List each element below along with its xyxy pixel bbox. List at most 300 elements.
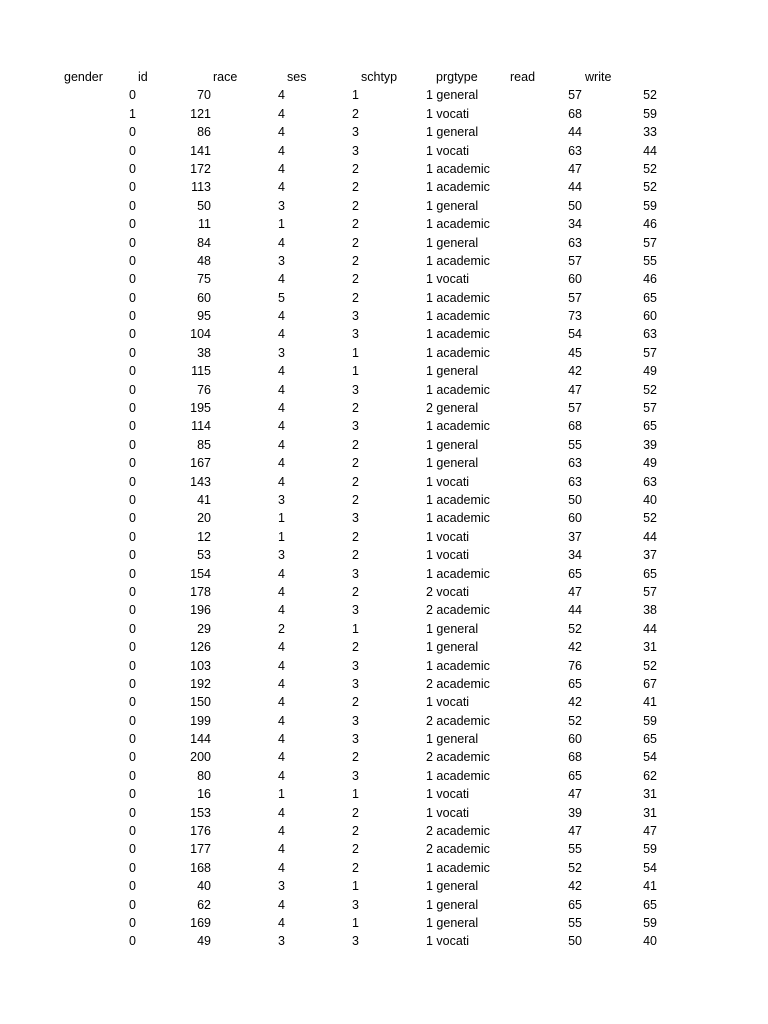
table-cell: 65	[643, 290, 657, 305]
table-row	[0, 509, 768, 527]
table-row	[0, 123, 768, 141]
table-cell: 33	[643, 125, 657, 140]
table-cell: 1 vocati	[426, 695, 470, 710]
table-row	[0, 86, 768, 104]
table-cell: 2	[352, 272, 359, 287]
table-cell: 3	[352, 125, 359, 140]
table-cell: 65	[568, 897, 582, 912]
table-row	[0, 289, 768, 307]
table-cell: 0	[129, 860, 136, 875]
table-row	[0, 491, 768, 509]
table-cell: 0	[129, 584, 136, 599]
table-cell: 50	[568, 198, 582, 213]
table-cell: 4	[278, 382, 285, 397]
table-cell: 52	[643, 88, 657, 103]
table-cell: 4	[278, 640, 285, 655]
table-cell: 1 vocati	[426, 474, 470, 489]
table-cell: 57	[643, 345, 657, 360]
table-cell: 57	[643, 584, 657, 599]
table-cell: 0	[129, 401, 136, 416]
table-cell: 57	[643, 235, 657, 250]
table-cell: 0	[129, 695, 136, 710]
table-cell: 2	[352, 584, 359, 599]
table-cell: 63	[568, 235, 582, 250]
table-cell: 1 academic	[426, 382, 490, 397]
table-cell: 1 academic	[426, 327, 490, 342]
table-cell: 143	[190, 474, 211, 489]
table-cell: 2 academic	[426, 842, 490, 857]
table-cell: 0	[129, 658, 136, 673]
table-cell: 154	[190, 566, 211, 581]
table-row	[0, 252, 768, 270]
table-cell: 60	[568, 732, 582, 747]
table-row	[0, 436, 768, 454]
table-cell: 2	[352, 180, 359, 195]
table-cell: 0	[129, 805, 136, 820]
header-row	[0, 68, 768, 86]
table-cell: 3	[352, 382, 359, 397]
table-cell: 4	[278, 732, 285, 747]
table-cell: 0	[129, 915, 136, 930]
table-cell: 68	[568, 750, 582, 765]
table-cell: 39	[568, 805, 582, 820]
table-cell: 55	[568, 915, 582, 930]
table-row	[0, 399, 768, 417]
table-row	[0, 178, 768, 196]
table-cell: 52	[568, 860, 582, 875]
table-cell: 60	[643, 309, 657, 324]
table-cell: 0	[129, 309, 136, 324]
table-cell: 1	[278, 787, 285, 802]
table-row	[0, 197, 768, 215]
table-cell: 45	[568, 345, 582, 360]
table-cell: 67	[643, 676, 657, 691]
table-cell: 4	[278, 713, 285, 728]
table-cell: 1 academic	[426, 492, 490, 507]
table-cell: 49	[643, 456, 657, 471]
table-cell: 1	[352, 787, 359, 802]
table-cell: 52	[643, 658, 657, 673]
table-row	[0, 234, 768, 252]
table-cell: 57	[643, 401, 657, 416]
table-cell: 37	[568, 529, 582, 544]
table-cell: 4	[278, 143, 285, 158]
table-cell: 4	[278, 401, 285, 416]
table-cell: 2	[352, 217, 359, 232]
table-cell: 44	[568, 125, 582, 140]
table-cell: 1 general	[426, 364, 479, 379]
table-cell: 29	[197, 621, 211, 636]
table-cell: 2 academic	[426, 824, 490, 839]
table-cell: 52	[643, 180, 657, 195]
table-cell: 3	[352, 603, 359, 618]
table-cell: 1 academic	[426, 161, 490, 176]
table-cell: 16	[197, 787, 211, 802]
table-cell: 39	[643, 437, 657, 452]
table-cell: 0	[129, 290, 136, 305]
table-row	[0, 270, 768, 288]
table-cell: 196	[190, 603, 211, 618]
data-table	[0, 68, 768, 951]
table-row	[0, 362, 768, 380]
table-cell: 0	[129, 787, 136, 802]
table-cell: 4	[278, 915, 285, 930]
table-cell: 1 academic	[426, 566, 490, 581]
table-cell: 2	[352, 106, 359, 121]
table-cell: 4	[278, 566, 285, 581]
table-cell: 76	[568, 658, 582, 673]
table-cell: 4	[278, 125, 285, 140]
table-cell: 200	[190, 750, 211, 765]
table-cell: 4	[278, 768, 285, 783]
table-cell: 1 general	[426, 897, 479, 912]
table-cell: 46	[643, 217, 657, 232]
table-cell: 169	[190, 915, 211, 930]
table-row	[0, 712, 768, 730]
table-cell: 50	[568, 934, 582, 949]
table-cell: 85	[197, 437, 211, 452]
table-cell: 0	[129, 640, 136, 655]
table-row	[0, 325, 768, 343]
table-cell: 0	[129, 364, 136, 379]
table-cell: 0	[129, 842, 136, 857]
table-cell: 80	[197, 768, 211, 783]
table-row	[0, 160, 768, 178]
table-cell: 57	[568, 253, 582, 268]
table-cell: 34	[568, 217, 582, 232]
table-cell: 40	[643, 492, 657, 507]
table-cell: 1 academic	[426, 860, 490, 875]
table-cell: 2	[352, 161, 359, 176]
table-cell: 3	[352, 934, 359, 949]
table-cell: 0	[129, 750, 136, 765]
table-cell: 1	[352, 345, 359, 360]
table-cell: 52	[568, 713, 582, 728]
table-cell: 54	[643, 860, 657, 875]
table-cell: 63	[568, 143, 582, 158]
table-cell: 1 academic	[426, 217, 490, 232]
table-row	[0, 307, 768, 325]
table-cell: 1 academic	[426, 511, 490, 526]
table-cell: 70	[197, 88, 211, 103]
table-cell: 0	[129, 88, 136, 103]
table-cell: 3	[352, 658, 359, 673]
table-cell: 0	[129, 879, 136, 894]
table-cell: 1 academic	[426, 309, 490, 324]
table-cell: 1 general	[426, 915, 479, 930]
table-cell: 2	[352, 529, 359, 544]
table-cell: 0	[129, 125, 136, 140]
table-cell: 1	[352, 364, 359, 379]
table-cell: 68	[568, 106, 582, 121]
table-cell: 2 academic	[426, 603, 490, 618]
table-cell: 3	[278, 548, 285, 563]
table-cell: 2	[352, 198, 359, 213]
table-cell: 0	[129, 327, 136, 342]
table-cell: 172	[190, 161, 211, 176]
table-cell: 3	[352, 419, 359, 434]
table-row	[0, 473, 768, 491]
table-cell: 0	[129, 511, 136, 526]
table-cell: 1 general	[426, 456, 479, 471]
table-cell: 60	[197, 290, 211, 305]
table-row	[0, 693, 768, 711]
table-row	[0, 675, 768, 693]
table-row	[0, 767, 768, 785]
table-cell: 50	[197, 198, 211, 213]
table-cell: 62	[197, 897, 211, 912]
table-cell: 4	[278, 658, 285, 673]
table-cell: 121	[190, 106, 211, 121]
table-cell: 0	[129, 161, 136, 176]
table-cell: 57	[568, 88, 582, 103]
table-cell: 42	[568, 879, 582, 894]
table-cell: 2	[352, 474, 359, 489]
table-row	[0, 822, 768, 840]
table-cell: 3	[278, 934, 285, 949]
table-cell: 50	[568, 492, 582, 507]
table-row	[0, 583, 768, 601]
table-cell: 4	[278, 695, 285, 710]
table-cell: 65	[643, 566, 657, 581]
table-body	[0, 86, 768, 950]
table-cell: 47	[643, 824, 657, 839]
table-cell: 192	[190, 676, 211, 691]
table-cell: 1	[352, 621, 359, 636]
table-cell: 2	[352, 437, 359, 452]
table-cell: 47	[568, 824, 582, 839]
table-cell: 3	[352, 897, 359, 912]
table-cell: 4	[278, 842, 285, 857]
table-cell: 4	[278, 603, 285, 618]
table-cell: 86	[197, 125, 211, 140]
table-cell: 62	[643, 768, 657, 783]
header-schtyp: schtyp	[361, 70, 398, 84]
table-cell: 52	[643, 161, 657, 176]
table-cell: 3	[352, 511, 359, 526]
table-cell: 0	[129, 566, 136, 581]
table-cell: 126	[190, 640, 211, 655]
table-cell: 4	[278, 88, 285, 103]
table-cell: 168	[190, 860, 211, 875]
header-prgtype: prgtype	[436, 70, 478, 84]
table-cell: 55	[568, 842, 582, 857]
table-row	[0, 620, 768, 638]
table-cell: 115	[191, 364, 211, 379]
table-cell: 84	[197, 235, 211, 250]
table-cell: 65	[643, 419, 657, 434]
table-cell: 65	[643, 732, 657, 747]
table-cell: 38	[197, 345, 211, 360]
table-cell: 0	[129, 474, 136, 489]
table-cell: 54	[643, 750, 657, 765]
table-cell: 11	[198, 217, 211, 232]
table-cell: 0	[129, 621, 136, 636]
table-row	[0, 546, 768, 564]
table-cell: 2	[352, 456, 359, 471]
table-cell: 3	[352, 309, 359, 324]
table-cell: 2	[352, 548, 359, 563]
table-cell: 2	[352, 290, 359, 305]
table-cell: 63	[643, 327, 657, 342]
table-cell: 38	[643, 603, 657, 618]
table-cell: 0	[129, 897, 136, 912]
table-cell: 44	[643, 529, 657, 544]
table-cell: 3	[352, 732, 359, 747]
table-cell: 1	[352, 88, 359, 103]
table-cell: 63	[643, 474, 657, 489]
table-cell: 0	[129, 345, 136, 360]
table-cell: 0	[129, 548, 136, 563]
table-cell: 0	[129, 253, 136, 268]
table-cell: 195	[190, 401, 211, 416]
table-cell: 1 vocati	[426, 106, 470, 121]
table-cell: 75	[197, 272, 211, 287]
table-cell: 59	[643, 713, 657, 728]
table-row	[0, 730, 768, 748]
table-cell: 52	[643, 511, 657, 526]
table-cell: 104	[190, 327, 211, 342]
table-cell: 73	[568, 309, 582, 324]
table-cell: 3	[352, 768, 359, 783]
table-cell: 46	[643, 272, 657, 287]
table-cell: 0	[129, 934, 136, 949]
table-cell: 1 general	[426, 235, 479, 250]
table-cell: 4	[278, 676, 285, 691]
table-row	[0, 381, 768, 399]
table-cell: 0	[129, 143, 136, 158]
table-cell: 1 vocati	[426, 787, 470, 802]
table-cell: 1 general	[426, 125, 479, 140]
table-cell: 42	[568, 695, 582, 710]
table-cell: 44	[643, 143, 657, 158]
table-row	[0, 896, 768, 914]
table-cell: 2 academic	[426, 750, 490, 765]
table-cell: 1 general	[426, 437, 479, 452]
table-cell: 1 general	[426, 879, 479, 894]
table-cell: 4	[278, 437, 285, 452]
table-cell: 1 academic	[426, 345, 490, 360]
table-cell: 4	[278, 419, 285, 434]
table-cell: 3	[352, 713, 359, 728]
table-cell: 4	[278, 456, 285, 471]
table-cell: 0	[129, 419, 136, 434]
table-cell: 49	[197, 934, 211, 949]
table-cell: 2	[352, 860, 359, 875]
table-cell: 4	[278, 309, 285, 324]
table-cell: 153	[190, 805, 211, 820]
table-cell: 63	[568, 474, 582, 489]
table-cell: 52	[643, 382, 657, 397]
table-row	[0, 417, 768, 435]
table-cell: 4	[278, 272, 285, 287]
table-cell: 0	[129, 492, 136, 507]
table-cell: 2	[278, 621, 285, 636]
table-row	[0, 804, 768, 822]
table-cell: 1 academic	[426, 253, 490, 268]
table-cell: 4	[278, 860, 285, 875]
table-cell: 3	[352, 327, 359, 342]
table-cell: 1 general	[426, 198, 479, 213]
table-cell: 2	[352, 492, 359, 507]
table-cell: 31	[643, 805, 657, 820]
table-cell: 76	[197, 382, 211, 397]
table-cell: 47	[568, 161, 582, 176]
table-cell: 178	[190, 584, 211, 599]
table-cell: 55	[568, 437, 582, 452]
table-cell: 95	[197, 309, 211, 324]
table-cell: 1 general	[426, 732, 479, 747]
table-cell: 1 academic	[426, 290, 490, 305]
table-cell: 44	[568, 603, 582, 618]
table-cell: 0	[129, 180, 136, 195]
table-cell: 3	[352, 676, 359, 691]
table-cell: 31	[643, 640, 657, 655]
table-cell: 4	[278, 474, 285, 489]
table-cell: 4	[278, 824, 285, 839]
table-cell: 1 vocati	[426, 529, 470, 544]
table-row	[0, 215, 768, 233]
table-cell: 1 academic	[426, 658, 490, 673]
table-cell: 0	[129, 824, 136, 839]
table-cell: 1 vocati	[426, 934, 470, 949]
table-cell: 0	[129, 603, 136, 618]
table-row	[0, 859, 768, 877]
table-cell: 65	[568, 676, 582, 691]
table-cell: 0	[129, 713, 136, 728]
table-cell: 59	[643, 915, 657, 930]
table-cell: 1 academic	[426, 419, 490, 434]
table-cell: 0	[129, 437, 136, 452]
table-cell: 3	[352, 143, 359, 158]
table-row	[0, 657, 768, 675]
table-cell: 1	[278, 511, 285, 526]
table-cell: 40	[197, 879, 211, 894]
table-cell: 177	[190, 842, 211, 857]
table-cell: 0	[129, 732, 136, 747]
table-row	[0, 785, 768, 803]
table-cell: 34	[568, 548, 582, 563]
table-cell: 1	[129, 106, 136, 121]
table-row	[0, 601, 768, 619]
table-cell: 3	[278, 492, 285, 507]
table-cell: 4	[278, 106, 285, 121]
table-cell: 41	[197, 492, 211, 507]
table-cell: 40	[643, 934, 657, 949]
table-row	[0, 528, 768, 546]
table-cell: 1	[352, 915, 359, 930]
table-cell: 55	[643, 253, 657, 268]
table-cell: 1 general	[426, 621, 479, 636]
table-cell: 2	[352, 401, 359, 416]
table-cell: 41	[643, 879, 657, 894]
table-cell: 44	[643, 621, 657, 636]
table-cell: 54	[568, 327, 582, 342]
table-cell: 57	[568, 401, 582, 416]
table-cell: 4	[278, 805, 285, 820]
table-cell: 2	[352, 805, 359, 820]
table-cell: 31	[643, 787, 657, 802]
table-cell: 0	[129, 382, 136, 397]
table-cell: 4	[278, 161, 285, 176]
table-row	[0, 638, 768, 656]
table-cell: 57	[568, 290, 582, 305]
table-cell: 0	[129, 676, 136, 691]
table-row	[0, 105, 768, 123]
table-row	[0, 344, 768, 362]
table-cell: 47	[568, 382, 582, 397]
table-cell: 4	[278, 897, 285, 912]
